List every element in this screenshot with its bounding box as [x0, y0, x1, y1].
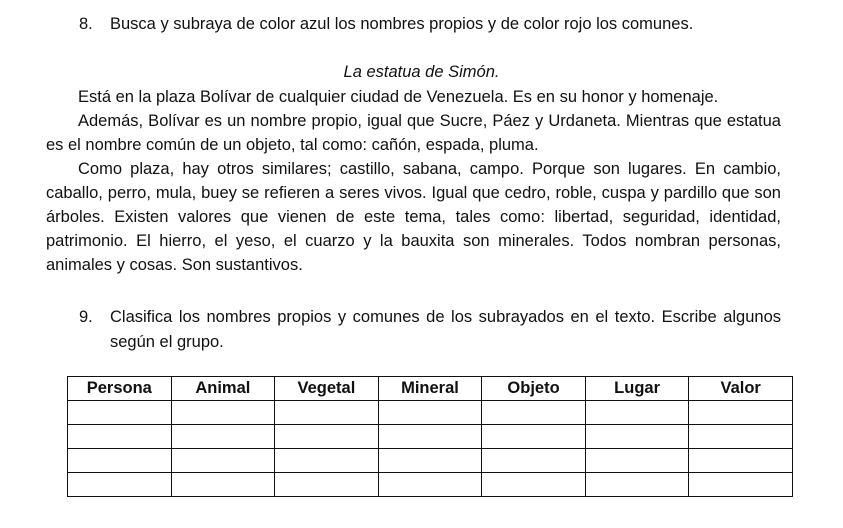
passage-title: La estatua de Simón.	[343, 63, 500, 81]
answer-cell[interactable]	[171, 473, 275, 497]
answer-cell[interactable]	[482, 473, 586, 497]
answer-cell[interactable]	[378, 449, 482, 473]
answer-cell[interactable]	[68, 473, 172, 497]
answer-cell[interactable]	[689, 473, 793, 497]
answer-cell[interactable]	[68, 449, 172, 473]
answer-cell[interactable]	[585, 425, 689, 449]
exercise-9-instruction: Clasifica los nombres propios y comunes de los subrayados en el texto. Escribe algunos según el grupo.	[110, 308, 781, 351]
header-animal: Animal	[171, 377, 275, 401]
answer-cell[interactable]	[378, 473, 482, 497]
answer-cell[interactable]	[171, 449, 275, 473]
answer-cell[interactable]	[68, 425, 172, 449]
answer-cell[interactable]	[275, 473, 379, 497]
answer-cell[interactable]	[275, 425, 379, 449]
answer-cell[interactable]	[482, 425, 586, 449]
header-persona: Persona	[68, 377, 172, 401]
passage-paragraph-1: Está en la plaza Bolívar de cualquier ciudad de Venezuela. Es en su honor y homenaje.	[78, 88, 719, 106]
exercise-8-number: 8.	[79, 15, 93, 33]
answer-cell[interactable]	[585, 473, 689, 497]
passage-paragraph-2: Además, Bolívar es un nombre propio, igual que Sucre, Páez y Urdaneta. Mientras que estatua es el nombre común de un objeto, tal como: cañón, espada, pluma.	[46, 112, 781, 154]
answer-cell[interactable]	[482, 449, 586, 473]
header-valor: Valor	[689, 377, 793, 401]
table-body	[68, 401, 793, 497]
answer-cell[interactable]	[171, 401, 275, 425]
answer-cell[interactable]	[275, 449, 379, 473]
header-vegetal: Vegetal	[275, 377, 379, 401]
answer-cell[interactable]	[482, 401, 586, 425]
exercise-8-instruction: Busca y subraya de color azul los nombres propios y de color rojo los comunes.	[110, 15, 694, 33]
header-mineral: Mineral	[378, 377, 482, 401]
answer-cell[interactable]	[689, 401, 793, 425]
answer-cell[interactable]	[378, 425, 482, 449]
answer-cell[interactable]	[689, 449, 793, 473]
table-row	[68, 449, 793, 473]
table-row	[68, 401, 793, 425]
passage-paragraph-3: Como plaza, hay otros similares; castillo, sabana, campo. Porque son lugares. En cambio, caballo, perro, mula, buey se refieren a seres vivos. Igual que cedro, roble, cuspa y pardillo que son árboles. Existen valores que vienen de este tema, tales como: libertad, seguridad, identidad, patrimonio. El hierro, el yeso, el cuarzo y la bauxita son minerales. Todos nombran personas, animales y cosas. Son sustantivos.	[46, 160, 781, 274]
header-objeto: Objeto	[482, 377, 586, 401]
answer-cell[interactable]	[275, 401, 379, 425]
table-row	[68, 425, 793, 449]
answer-cell[interactable]	[68, 401, 172, 425]
answer-cell[interactable]	[378, 401, 482, 425]
classification-table	[67, 376, 793, 497]
answer-cell[interactable]	[689, 425, 793, 449]
passage-body	[46, 85, 781, 277]
table-header-row	[68, 377, 793, 401]
answer-cell[interactable]	[171, 425, 275, 449]
header-lugar: Lugar	[585, 377, 689, 401]
table-row	[68, 473, 793, 497]
exercise-9	[79, 305, 781, 355]
exercise-8	[79, 12, 781, 37]
exercise-9-number: 9.	[79, 308, 93, 326]
answer-cell[interactable]	[585, 449, 689, 473]
answer-cell[interactable]	[585, 401, 689, 425]
